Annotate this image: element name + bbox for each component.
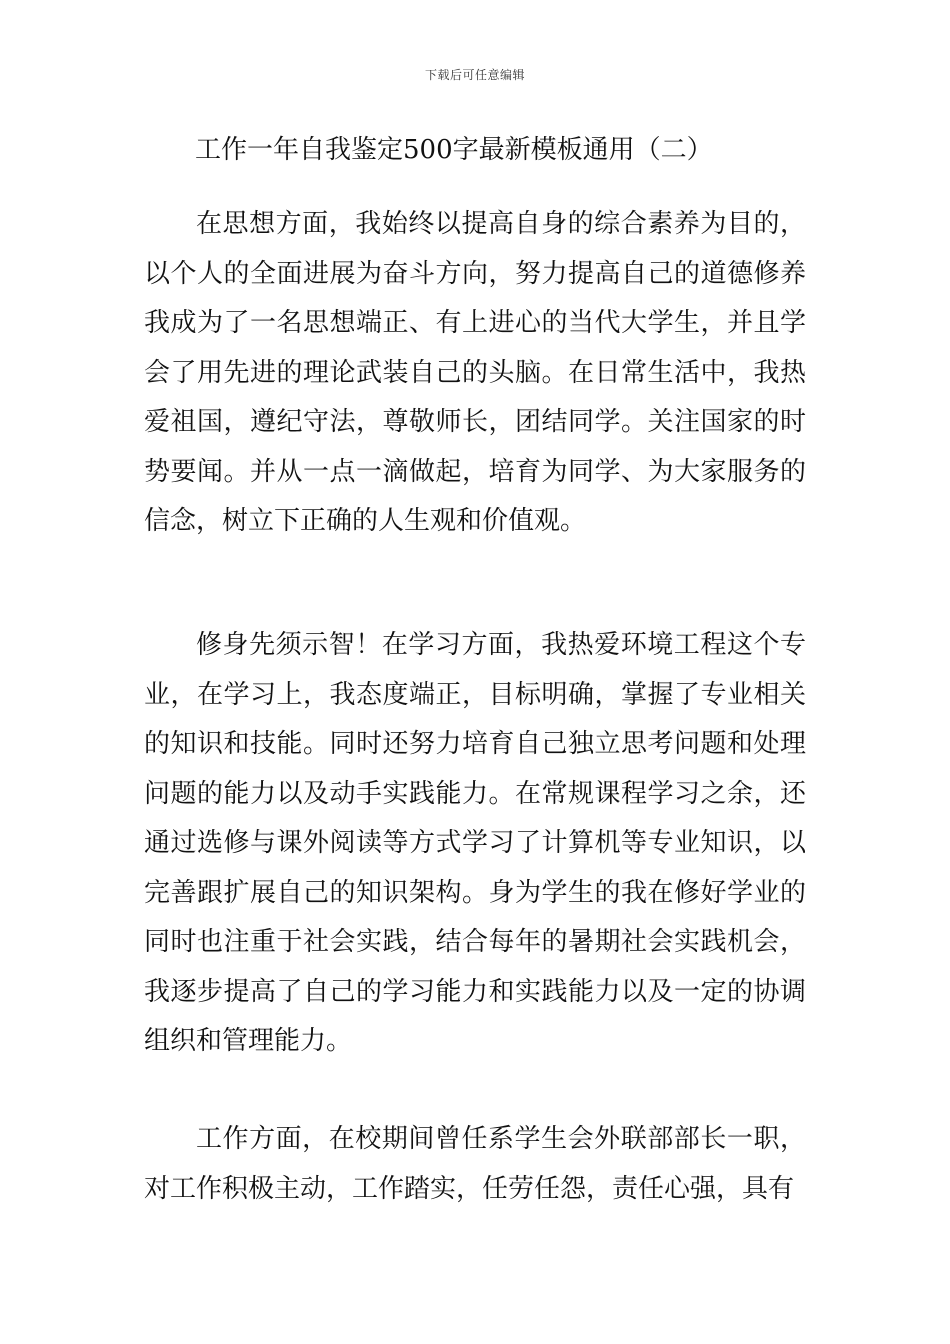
document-title: 工作一年自我鉴定500字最新模板通用（二）: [195, 135, 713, 165]
paragraph-study: 修身先须示智！在学习方面，我热爱环境工程这个专业，在学习上，我态度端正，目标明确，掌握了专业相关的知识和技能。同时还努力培育自己独立思考问题和处理问题的能力以及动手实践能力。在常规课程学习之余，还通过选修与课外阅读等方式学习了计算机等专业知识，以完善跟扩展自己的知识架构。身为学生的我在修好学业的同时也注重于社会实践，结合每年的暑期社会实践机会，我逐步提高了自己的学习能力和实践能力以及一定的协调组织和管理能力。: [144, 630, 806, 1056]
paragraph-thought: 在思想方面，我始终以提高自身的综合素养为目的，以个人的全面进展为奋斗方向，努力提高自己的道德修养我成为了一名思想端正、有上进心的当代大学生，并且学会了用先进的理论武装自己的头脑。在日常生活中，我热爱祖国，遵纪守法，尊敬师长，团结同学。关注国家的时势要闻。并从一点一滴做起，培育为同学、为大家服务的信念，树立下正确的人生观和价值观。: [144, 209, 806, 536]
paragraph-work: 工作方面，在校期间曾任系学生会外联部部长一职，对工作积极主动，工作踏实，任劳任怨，责任心强，具有: [144, 1124, 806, 1204]
header-note: 下载后可任意编辑: [424, 68, 525, 82]
